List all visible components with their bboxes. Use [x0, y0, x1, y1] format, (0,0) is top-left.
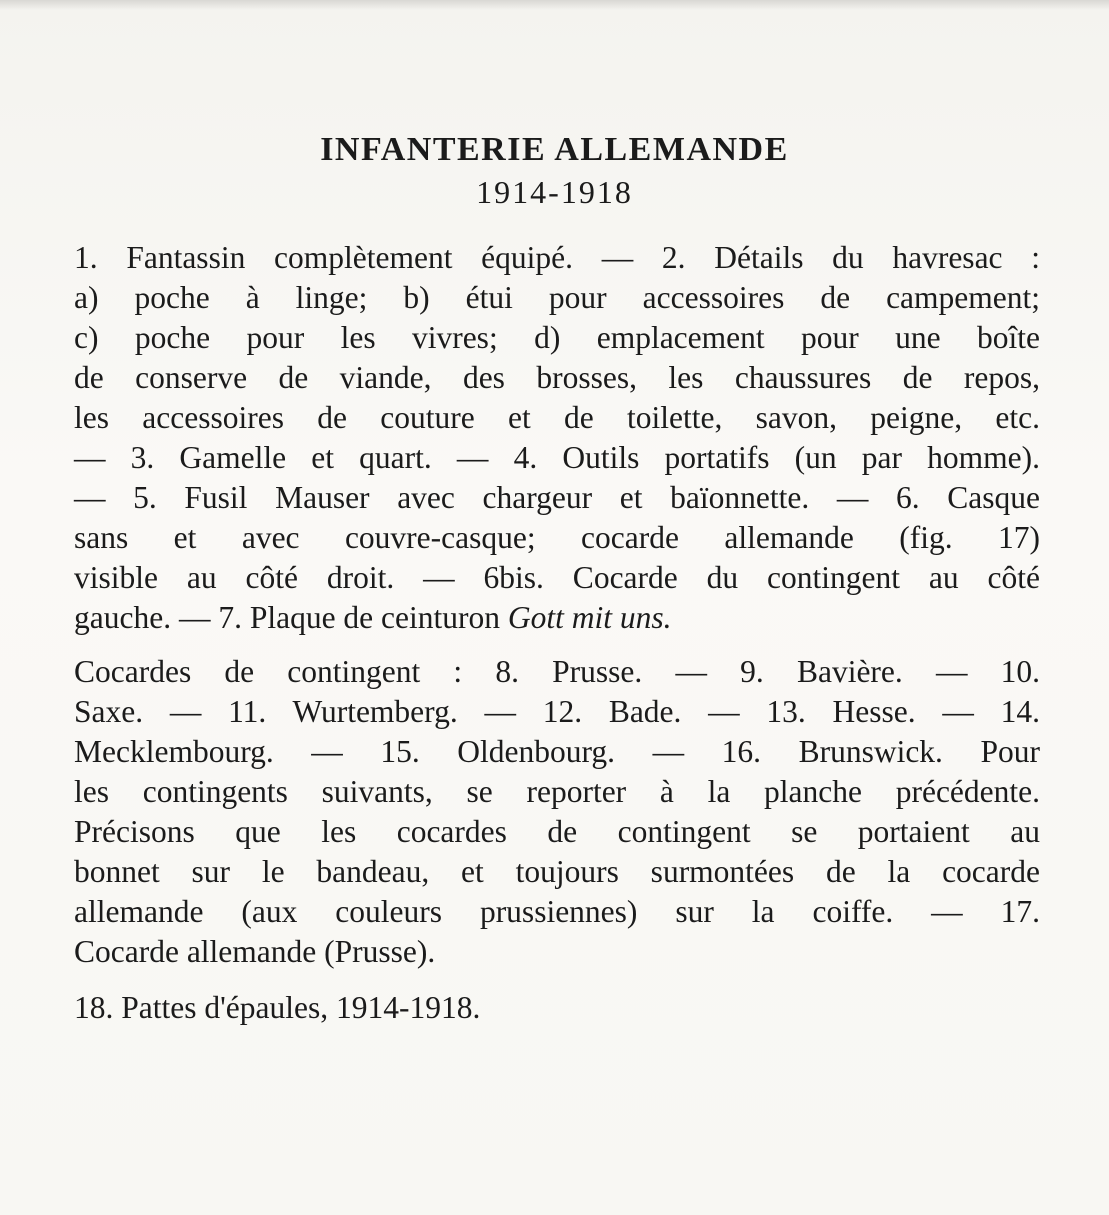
paragraph-2-line: allemande (aux couleurs prussiennes) sur la coiffe. — 17. [74, 894, 1040, 929]
paragraph-2-line: Saxe. — 11. Wurtemberg. — 12. Bade. — 13. Hesse. — 14. [74, 694, 1040, 729]
paragraph-1-line: — 5. Fusil Mauser avec chargeur et baïonnette. — 6. Casque [74, 480, 1040, 515]
paragraph-1-line: visible au côté droit. — 6bis. Cocarde du contingent au côté [74, 560, 1040, 595]
paragraph-1-line: 1. Fantassin complètement équipé. — 2. Détails du havresac : [74, 240, 1040, 275]
paragraph-1-line: les accessoires de couture et de toilette, savon, peigne, etc. [74, 400, 1040, 435]
paragraph-2-last-line: Cocarde allemande (Prusse). [74, 934, 436, 969]
paragraph-3-line: 18. Pattes d'épaules, 1914-1918. [74, 990, 481, 1025]
paragraph-2-line: Mecklembourg. — 15. Oldenbourg. — 16. Brunswick. Pour [74, 734, 1040, 769]
paragraph-2-line: bonnet sur le bandeau, et toujours surmontées de la cocarde [74, 854, 1040, 889]
paragraph-2-line: Cocardes de contingent : 8. Prusse. — 9. Bavière. — 10. [74, 654, 1040, 689]
paragraph-1-last-line-text: gauche. — 7. Plaque de ceinturon [74, 600, 508, 635]
paragraph-1-line: sans et avec couvre-casque; cocarde allemande (fig. 17) [74, 520, 1040, 555]
paragraph-1-line: c) poche pour les vivres; d) emplacement pour une boîte [74, 320, 1040, 355]
paragraph-1-last-line [74, 598, 1040, 638]
paragraph-2-line: Précisons que les cocardes de contingent se portaient au [74, 814, 1040, 849]
paragraph-2-line: les contingents suivants, se reporter à la planche précédente. [74, 774, 1040, 809]
page-subtitle-years: 1914-1918 [476, 174, 633, 210]
motto-italic: Gott mit uns. [507, 600, 672, 635]
paragraph-1-line: de conserve de viande, des brosses, les chaussures de repos, [74, 360, 1040, 395]
paragraph-1-line: — 3. Gamelle et quart. — 4. Outils portatifs (un par homme). [74, 440, 1040, 475]
paragraph-2 [74, 652, 1040, 972]
paragraph-3 [74, 988, 1040, 1028]
page-title: INFANTERIE ALLEMANDE [320, 131, 789, 168]
paragraph-1-line: a) poche à linge; b) étui pour accessoires de campement; [74, 280, 1040, 315]
page-edge-shadow [0, 0, 1109, 10]
paragraph-1 [74, 238, 1040, 638]
